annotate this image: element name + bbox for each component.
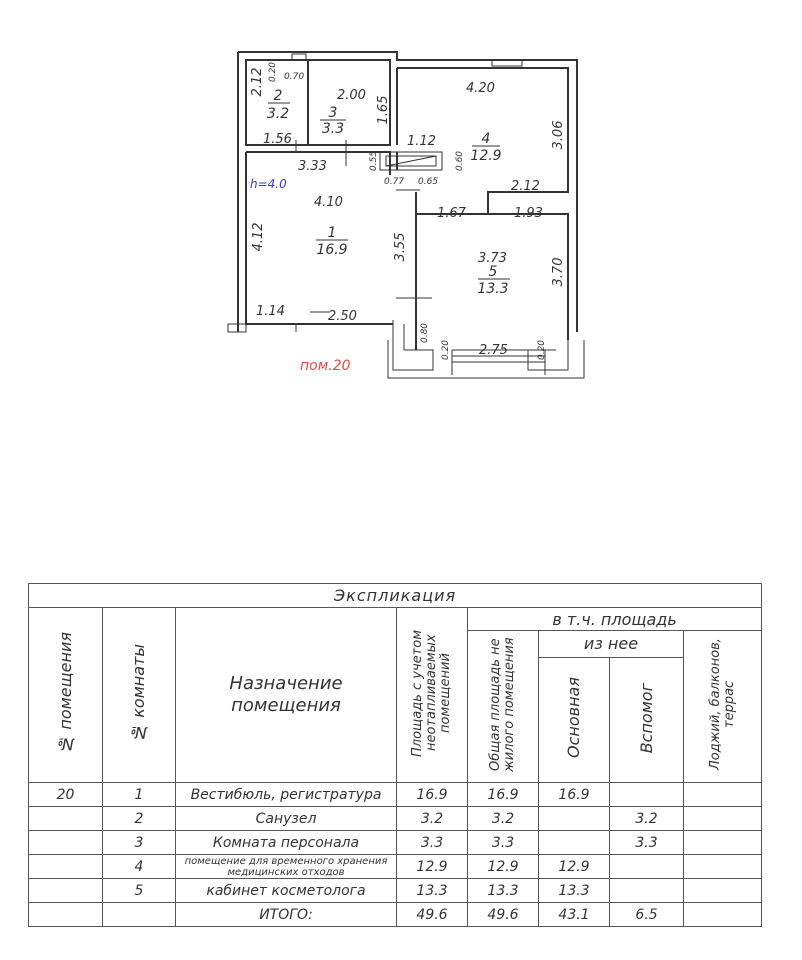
dim-label: 1.56	[263, 132, 292, 147]
dim-label: 2.75	[479, 343, 508, 358]
header-premise-no: № помещения	[55, 632, 75, 754]
dim-label: 4.20	[466, 81, 495, 96]
dim-label: 1.67	[437, 206, 466, 221]
dim-label: 0.55	[369, 150, 379, 172]
total-row	[29, 903, 762, 927]
room-area: 16.9	[316, 242, 348, 258]
dim-label: 2.50	[328, 309, 357, 324]
cell-premise	[29, 879, 103, 903]
cell-area: 3.3	[397, 831, 468, 855]
dim-label: 0.60	[455, 150, 465, 172]
cell-aux	[610, 855, 684, 879]
table-row	[29, 879, 762, 903]
table-row	[29, 807, 762, 831]
dim-label: 3.73	[478, 251, 507, 266]
room-area: 13.3	[477, 281, 509, 297]
room-number: 5	[488, 264, 498, 280]
dim-label: 2.12	[511, 179, 540, 194]
total-label: ИТОГО:	[176, 903, 397, 927]
dim-label: 0.70	[284, 72, 305, 82]
dim-label: 1.12	[407, 134, 436, 149]
cell-room: 5	[103, 879, 176, 903]
header-purpose: Назначение помещения	[176, 608, 397, 783]
cell-loggia	[684, 807, 762, 831]
dim-label: 4.12	[251, 222, 266, 252]
cell-main: 13.3	[539, 879, 610, 903]
room-label-3	[320, 105, 346, 137]
cell-loggia	[684, 831, 762, 855]
total-total: 49.6	[468, 903, 539, 927]
cell-area: 3.2	[397, 807, 468, 831]
room-number: 1	[327, 225, 337, 241]
dim-label: 3.33	[298, 159, 327, 174]
cell-room: 2	[103, 807, 176, 831]
cell-total: 16.9	[468, 783, 539, 807]
cell-aux	[610, 783, 684, 807]
cell-loggia	[684, 855, 762, 879]
table-row	[29, 855, 762, 879]
cell-aux: 3.2	[610, 807, 684, 831]
cell-main	[539, 831, 610, 855]
cell-aux: 3.3	[610, 831, 684, 855]
table-row	[29, 831, 762, 855]
header-of-which: из нее	[539, 631, 684, 658]
dim-label: 0.20	[537, 339, 547, 361]
cell-premise	[29, 855, 103, 879]
dim-label: 1.65	[376, 95, 391, 125]
cell-aux	[610, 879, 684, 903]
room-label-4	[470, 131, 501, 164]
total-aux: 6.5	[610, 903, 684, 927]
cell-purpose: помещение для временного хранения медицинских отходов	[176, 855, 397, 879]
ceiling-height-label: h=4.0	[250, 177, 287, 191]
cell-purpose: Вестибюль, регистратура	[176, 783, 397, 807]
dim-label: 0.65	[418, 177, 439, 187]
dim-label: 3.06	[551, 120, 566, 150]
dim-label: 1.14	[256, 304, 285, 319]
room-area: 3.2	[266, 106, 290, 122]
dim-label: 0.80	[420, 322, 430, 344]
dimension-labels	[250, 62, 566, 360]
cell-purpose: Комната персонала	[176, 831, 397, 855]
cell-total: 3.2	[468, 807, 539, 831]
dim-label: 0.77	[384, 177, 405, 187]
cell-loggia	[684, 879, 762, 903]
cell-total: 12.9	[468, 855, 539, 879]
room-area: 3.3	[321, 121, 345, 137]
room-label-5	[477, 264, 510, 297]
cell-area: 13.3	[397, 879, 468, 903]
explication-title: Экспликация	[29, 584, 762, 608]
explication-table	[28, 583, 762, 927]
total-loggia	[684, 903, 762, 927]
room-number: 4	[481, 131, 491, 147]
dim-label: 0.20	[268, 61, 278, 83]
cell-premise: 20	[29, 783, 103, 807]
header-area-with-unheated: Площадь с учетом неотапливаемых помещений	[410, 629, 453, 757]
cell-room: 4	[103, 855, 176, 879]
room-area: 12.9	[470, 148, 502, 164]
cell-total: 13.3	[468, 879, 539, 903]
dim-label: 4.10	[314, 195, 343, 210]
cell-main: 16.9	[539, 783, 610, 807]
premise-label: пом.20	[300, 358, 351, 374]
room-number: 2	[273, 88, 283, 104]
dim-label: 2.00	[337, 88, 366, 103]
cell-main: 12.9	[539, 855, 610, 879]
header-aux: Вспомог	[636, 682, 656, 753]
header-main: Основная	[564, 677, 583, 759]
cell-loggia	[684, 783, 762, 807]
cell-total: 3.3	[468, 831, 539, 855]
cell-room: 3	[103, 831, 176, 855]
dim-label: 1.93	[514, 206, 543, 221]
cell-area: 12.9	[397, 855, 468, 879]
dim-label: 3.55	[393, 232, 408, 262]
total-main: 43.1	[539, 903, 610, 927]
total-area: 49.6	[397, 903, 468, 927]
room-number: 3	[328, 105, 338, 121]
table-row	[29, 783, 762, 807]
dim-label: 0.20	[441, 339, 451, 361]
room-label-1	[316, 225, 348, 258]
header-loggias: Лоджий, балконов, террас	[707, 638, 737, 771]
cell-purpose: Санузел	[176, 807, 397, 831]
header-total-nonresidential: Общая площадь не жилого помещения	[488, 637, 517, 772]
cell-purpose: кабинет косметолога	[176, 879, 397, 903]
header-room-no: № комнаты	[129, 644, 148, 742]
cell-premise	[29, 807, 103, 831]
header-incl-area: в т.ч. площадь	[468, 608, 762, 631]
cell-room: 1	[103, 783, 176, 807]
cell-area: 16.9	[397, 783, 468, 807]
dim-label: 2.12	[250, 67, 265, 97]
room-label-2	[267, 88, 290, 122]
cell-premise	[29, 831, 103, 855]
cell-main	[539, 807, 610, 831]
dim-label: 3.70	[551, 257, 566, 287]
